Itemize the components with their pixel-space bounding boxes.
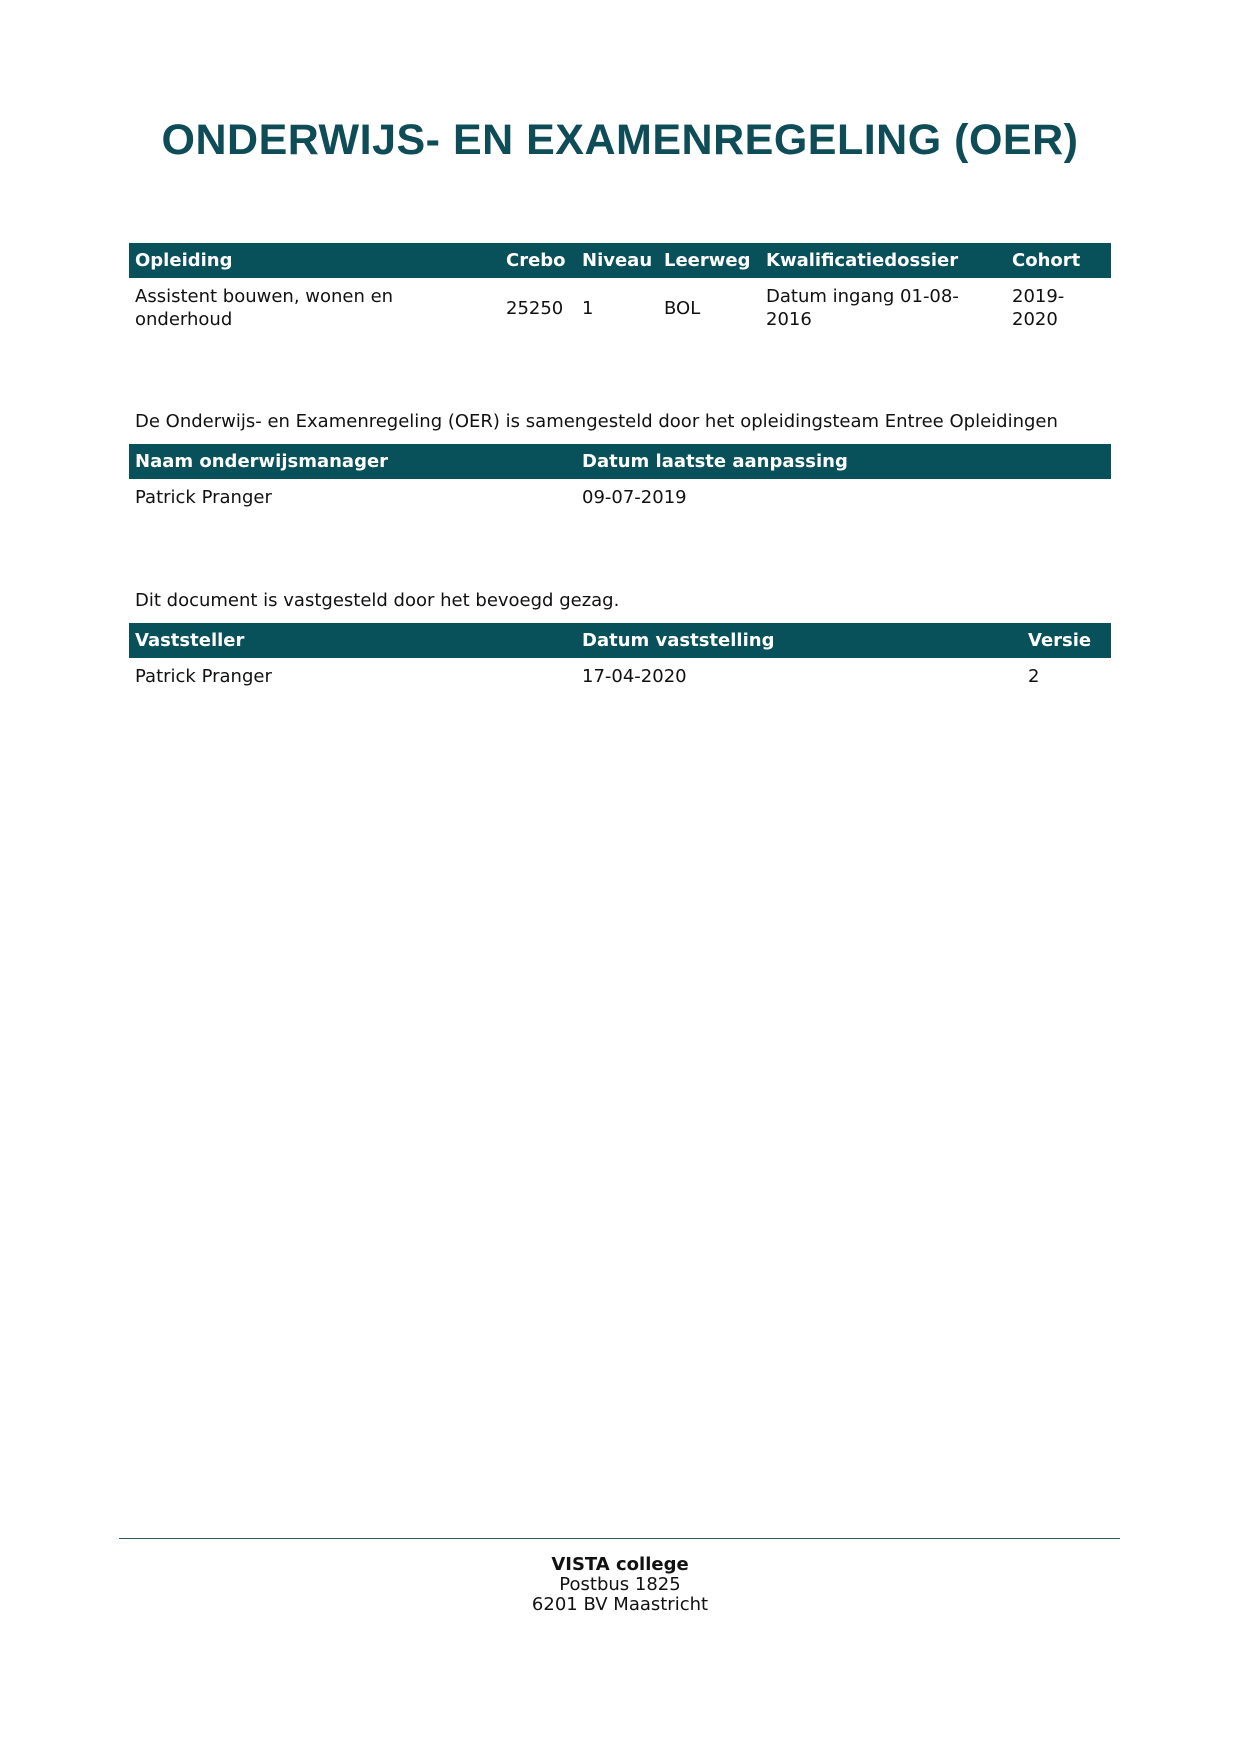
- cell-crebo: 25250: [506, 297, 564, 319]
- cell-vaststeller: Patrick Pranger: [135, 665, 272, 687]
- intro-gezag-text: Dit document is vastgesteld door het bevoegd gezag.: [135, 590, 620, 611]
- header-vaststeller: Vaststeller: [129, 623, 576, 658]
- header-versie: Versie: [1022, 623, 1111, 658]
- header-datum-vaststelling: Datum vaststelling: [576, 623, 1022, 658]
- cell-naam: Patrick Pranger: [135, 486, 272, 508]
- table-row: [129, 278, 1111, 338]
- header-kwalificatiedossier: Kwalificatiedossier: [760, 243, 1006, 278]
- header-datum-laatste-aanpassing: Datum laatste aanpassing: [576, 444, 1111, 479]
- vaststelling-table: [129, 623, 1111, 694]
- intro-team-text: De Onderwijs- en Examenregeling (OER) is samengesteld door het opleidingsteam Entree Opleidingen: [135, 411, 1058, 432]
- cell-datum: 09-07-2019: [582, 486, 687, 508]
- header-niveau: Niveau: [576, 243, 658, 278]
- footer-divider: [119, 1538, 1120, 1539]
- header-leerweg: Leerweg: [658, 243, 760, 278]
- cell-cohort: 2019-2020: [1012, 286, 1065, 330]
- cell-leerweg: BOL: [664, 297, 701, 319]
- header-crebo: Crebo: [500, 243, 576, 278]
- table-header-row: [129, 243, 1111, 278]
- table-header-row: [129, 444, 1111, 479]
- opleiding-table: [129, 243, 1111, 338]
- table-row: [129, 658, 1111, 694]
- header-cohort: Cohort: [1006, 243, 1111, 278]
- footer-address-line1: Postbus 1825: [559, 1574, 681, 1595]
- cell-kwalificatiedossier: Datum ingang 01-08-2016: [766, 286, 959, 330]
- footer-address-line2: 6201 BV Maastricht: [531, 1594, 709, 1615]
- footer: [0, 1555, 1240, 1615]
- cell-datum-vaststelling: 17-04-2020: [582, 665, 687, 687]
- header-naam-onderwijsmanager: Naam onderwijsmanager: [129, 444, 576, 479]
- footer-organisation: VISTA college: [551, 1554, 689, 1575]
- table-header-row: [129, 623, 1111, 658]
- header-opleiding: Opleiding: [129, 243, 500, 278]
- manager-table: [129, 444, 1111, 515]
- page-title: ONDERWIJS- EN EXAMENREGELING (OER): [161, 116, 1079, 164]
- cell-versie: 2: [1028, 665, 1040, 687]
- table-row: [129, 479, 1111, 515]
- cell-niveau: 1: [582, 297, 594, 319]
- cell-opleiding: Assistent bouwen, wonen en onderhoud: [135, 286, 394, 330]
